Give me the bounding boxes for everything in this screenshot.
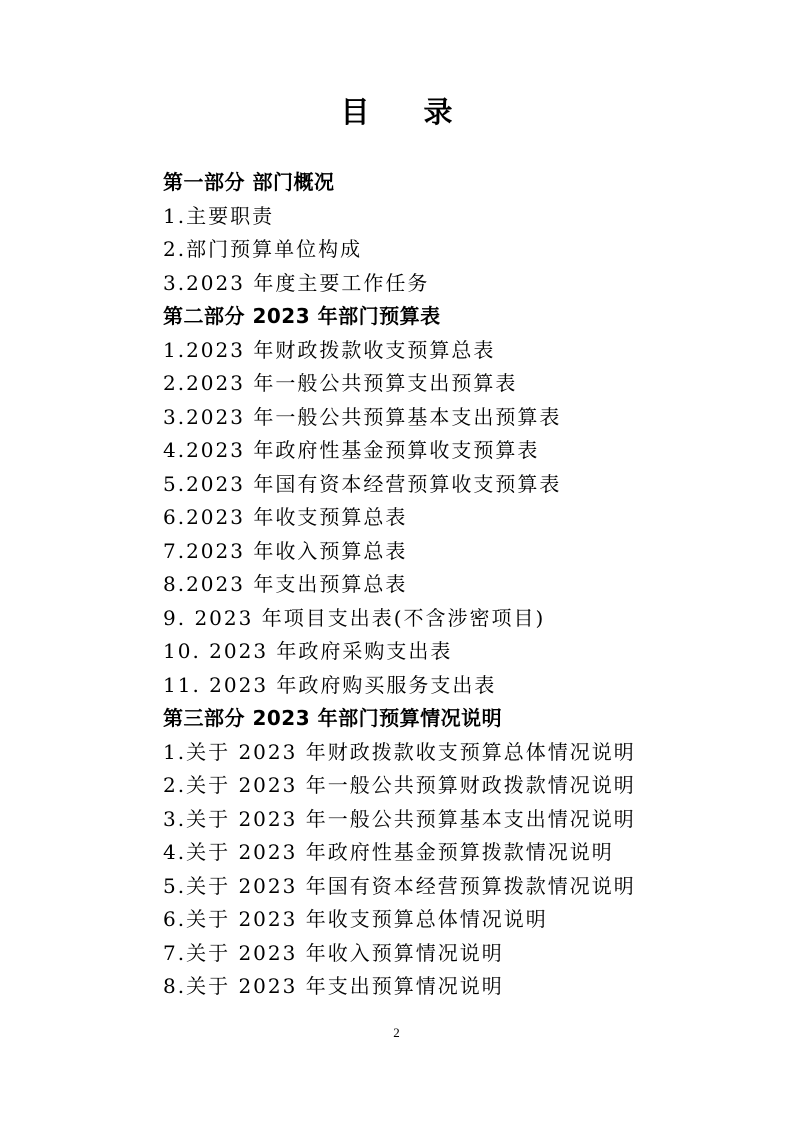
toc-item: 4.2023 年政府性基金预算收支预算表 — [163, 438, 540, 462]
toc-item: 8.2023 年支出预算总表 — [163, 572, 408, 596]
toc-item: 2.部门预算单位构成 — [163, 237, 363, 261]
toc-item: 2.2023 年一般公共预算支出预算表 — [163, 371, 518, 395]
toc-item: 6.关于 2023 年收支预算总体情况说明 — [163, 907, 548, 931]
toc-item: 9. 2023 年项目支出表(不含涉密项目) — [163, 605, 546, 630]
toc-section-heading: 第二部分 2023 年部门预算表 — [163, 304, 441, 328]
toc-item: 11. 2023 年政府购买服务支出表 — [163, 672, 497, 697]
toc-item: 1.主要职责 — [163, 203, 275, 228]
toc-item: 7.关于 2023 年收入预算情况说明 — [163, 940, 504, 965]
toc-item: 7.2023 年收入预算总表 — [163, 538, 408, 563]
page-title: 目 录 — [340, 95, 475, 129]
page-number: 2 — [393, 1025, 400, 1040]
toc-item: 3.2023 年一般公共预算基本支出预算表 — [163, 404, 562, 429]
toc-item: 2.关于 2023 年一般公共预算财政拨款情况说明 — [163, 773, 636, 797]
toc-section-heading: 第一部分 部门概况 — [163, 170, 335, 194]
toc-section-heading: 第三部分 2023 年部门预算情况说明 — [163, 706, 503, 730]
toc-item: 3.关于 2023 年一般公共预算基本支出情况说明 — [163, 806, 636, 831]
toc-item: 4.关于 2023 年政府性基金预算拨款情况说明 — [163, 840, 614, 864]
toc-item: 5.关于 2023 年国有资本经营预算拨款情况说明 — [163, 873, 636, 898]
toc-item: 5.2023 年国有资本经营预算收支预算表 — [163, 471, 562, 496]
toc-item: 1.2023 年财政拨款收支预算总表 — [163, 337, 496, 362]
toc-item: 6.2023 年收支预算总表 — [163, 505, 408, 529]
toc-item: 10. 2023 年政府采购支出表 — [163, 639, 453, 663]
toc-item: 3.2023 年度主要工作任务 — [163, 270, 430, 295]
table-of-contents — [163, 166, 773, 1004]
toc-item: 8.关于 2023 年支出预算情况说明 — [163, 974, 504, 998]
toc-item: 1.关于 2023 年财政拨款收支预算总体情况说明 — [163, 739, 636, 764]
